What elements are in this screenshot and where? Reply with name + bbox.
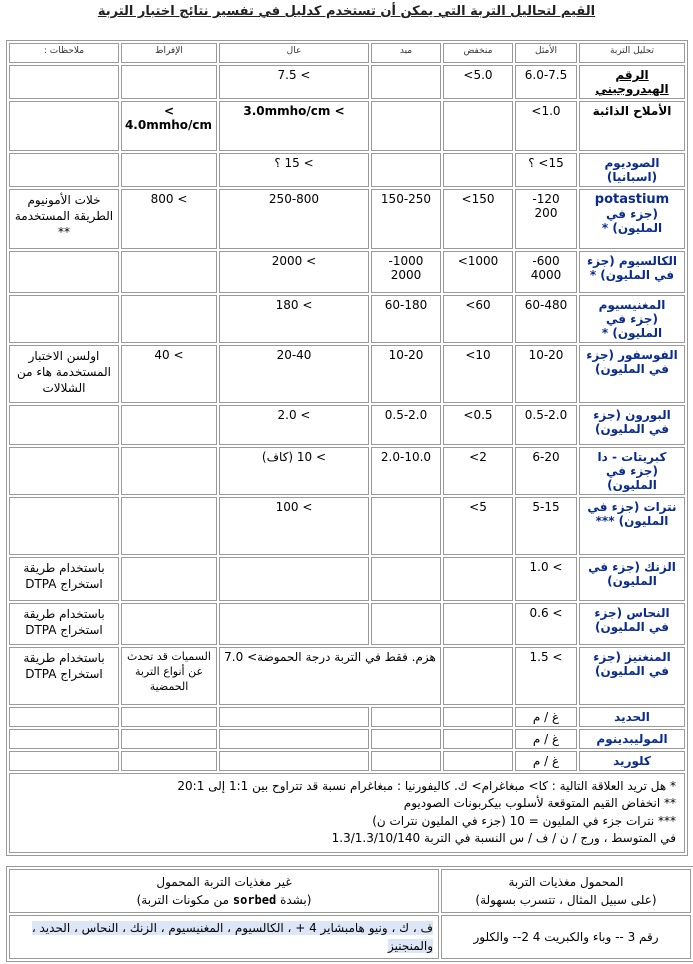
cell-mid — [371, 557, 441, 601]
cell-mid — [371, 497, 441, 555]
footnote-4: في المتوسط ، ورج / ن / ف / س النسبة في التربة 1.3/1.3/10/140 — [331, 831, 676, 846]
header-analysis: تحليل التربة — [579, 43, 685, 63]
table-row — [9, 603, 685, 645]
cell-low — [443, 647, 513, 705]
cell-mid — [371, 707, 441, 727]
footnote-3: *** نترات جزء في المليون = 10 (جزء في المليون نترات ن) — [372, 813, 676, 828]
cell-optimal: 6.0-7.5 — [515, 65, 577, 99]
header-mid: مبد — [371, 43, 441, 63]
non-mobile-sub-post: من مكونات التربة) — [136, 893, 230, 907]
row-name: الزنك (جزء في المليون) — [579, 557, 685, 601]
cell-low — [443, 557, 513, 601]
cell-mid: 60-180 — [371, 295, 441, 343]
row-name: نترات (جزء في المليون) *** — [579, 497, 685, 555]
table-row — [9, 751, 685, 771]
cell-excess — [121, 153, 217, 187]
cell-high: 250-800 — [219, 189, 369, 249]
cell-low: 60> — [443, 295, 513, 343]
cell-notes — [9, 447, 119, 495]
header-optimal: الأمثل — [515, 43, 577, 63]
cell-notes — [9, 405, 119, 445]
cell-high: > 7.5 — [219, 65, 369, 99]
cell-mid — [371, 153, 441, 187]
cell-high — [219, 729, 369, 749]
potassium-label: potastium — [594, 192, 670, 207]
cell-optimal: غ / م — [515, 707, 577, 727]
non-mobile-items: ف ، ك ، ونيو هامبشاير 4 + ، الكالسيوم ، المغنيسيوم ، الزنك ، النحاس ، الحديد ، والمنجنيز — [31, 921, 433, 953]
cell-excess — [121, 295, 217, 343]
cell-high: > 15 ؟ — [219, 153, 369, 187]
cell-optimal: > 0.6 — [515, 603, 577, 645]
header-high: عال — [219, 43, 369, 63]
row-name-unit: (جزء في المليون) * — [601, 207, 663, 235]
mobile-header — [441, 869, 691, 913]
cell-notes: خلات الأمونيوم الطريقة المستخدمة ** — [9, 189, 119, 249]
table-header-row — [9, 43, 685, 63]
table-row — [9, 707, 685, 727]
table-row — [9, 405, 685, 445]
mobility-header-row — [9, 869, 691, 913]
cell-optimal: 600- 4000 — [515, 251, 577, 293]
cell-low: 0.5> — [443, 405, 513, 445]
non-mobile-heading: غير مغذيات التربة المحمول — [156, 875, 292, 889]
soil-values-table — [6, 40, 688, 856]
cell-excess — [121, 497, 217, 555]
cell-excess: > 40 — [121, 345, 217, 403]
row-name: النحاس (جزء في المليون) — [579, 603, 685, 645]
cell-optimal: > 1.5 — [515, 647, 577, 705]
cell-low: 5.0> — [443, 65, 513, 99]
sorbed-term: sorbed — [232, 893, 277, 907]
cell-excess: السميات قد تحدث عن أنواع التربة الحمضية — [121, 647, 217, 705]
cell-low — [443, 707, 513, 727]
cell-optimal: 1.0> — [515, 101, 577, 151]
cell-low: 1000> — [443, 251, 513, 293]
cell-low — [443, 729, 513, 749]
cell-notes — [9, 65, 119, 99]
row-name: كبريتات - دا (جزء في المليون) — [579, 447, 685, 495]
mobility-items-row — [9, 915, 691, 959]
header-low: منخفض — [443, 43, 513, 63]
cell-excess — [121, 707, 217, 727]
cell-high — [219, 707, 369, 727]
cell-excess — [121, 557, 217, 601]
cell-mid — [371, 101, 441, 151]
row-name: الفوسفور (جزء في المليون) — [579, 345, 685, 403]
row-name: الأملاح الذائبة — [579, 101, 685, 151]
cell-low — [443, 101, 513, 151]
cell-notes — [9, 497, 119, 555]
cell-low — [443, 751, 513, 771]
cell-notes — [9, 101, 119, 151]
cell-mid: 2.0-10.0 — [371, 447, 441, 495]
table-row — [9, 153, 685, 187]
footnote-1: * هل تريد العلاقة التالية : كا> مبغاغرام> ك. كاليفورنيا : مبغاغرام نسبة قد تتراوح بين 1:1 إلى 20:1 — [177, 779, 676, 793]
footnote-2: ** انخفاض القيم المتوقعة لأسلوب بيكربونات الصوديوم — [403, 796, 676, 811]
cell-low: 5> — [443, 497, 513, 555]
row-name: الرقم الهيدروجيني — [579, 65, 685, 99]
cell-high: > 10 (كاف) — [219, 447, 369, 495]
cell-excess — [121, 65, 217, 99]
footnotes-row — [9, 773, 685, 853]
row-name-potassium — [579, 189, 685, 249]
header-notes: ملاحظات : — [9, 43, 119, 63]
table-row — [9, 647, 685, 705]
cell-low — [443, 153, 513, 187]
row-name: المنغنيز (جزء في المليون) — [579, 647, 685, 705]
cell-excess — [121, 729, 217, 749]
mobility-table — [6, 866, 693, 962]
cell-high: 20-40 — [219, 345, 369, 403]
mobile-items: رقم 3 -- وباء والكبريت 4 2-- والكلور — [441, 915, 691, 959]
table-row — [9, 497, 685, 555]
row-name: البورون (جزء في المليون) — [579, 405, 685, 445]
table-row — [9, 557, 685, 601]
non-mobile-header — [9, 869, 439, 913]
cell-optimal: 5-15 — [515, 497, 577, 555]
cell-mid: 10-20 — [371, 345, 441, 403]
row-name: الموليبدينوم — [579, 729, 685, 749]
mobile-subheading: (على سبيل المثال ، تتسرب بسهولة) — [475, 893, 657, 907]
cell-notes — [9, 751, 119, 771]
cell-mid: 1000- 2000 — [371, 251, 441, 293]
cell-high: > 2000 — [219, 251, 369, 293]
cell-optimal: > 1.0 — [515, 557, 577, 601]
cell-optimal: 10-20 — [515, 345, 577, 403]
cell-mid — [371, 603, 441, 645]
cell-optimal: 15> ؟ — [515, 153, 577, 187]
cell-excess: > 4.0mmho/cm — [121, 101, 217, 151]
table-row — [9, 729, 685, 749]
row-name: الكالسيوم (جزء في المليون) * — [579, 251, 685, 293]
cell-high: > 3.0mmho/cm — [219, 101, 369, 151]
cell-notes: اولسن الاختبار المستخدمة هاء من الشلالات — [9, 345, 119, 403]
table-row — [9, 65, 685, 99]
row-name: الحديد — [579, 707, 685, 727]
cell-mid — [371, 65, 441, 99]
table-row — [9, 189, 685, 249]
footnotes — [9, 773, 685, 853]
cell-mid — [371, 751, 441, 771]
cell-high: > 100 — [219, 497, 369, 555]
cell-high: هزم. فقط في التربة درجة الحموضة> 7.0 — [219, 647, 441, 705]
cell-high — [219, 557, 369, 601]
cell-mid: 150-250 — [371, 189, 441, 249]
cell-excess: > 800 — [121, 189, 217, 249]
cell-excess — [121, 447, 217, 495]
cell-notes — [9, 153, 119, 187]
cell-high — [219, 751, 369, 771]
table-row — [9, 345, 685, 403]
cell-notes — [9, 729, 119, 749]
table-row — [9, 447, 685, 495]
cell-optimal: 0.5-2.0 — [515, 405, 577, 445]
cell-excess — [121, 751, 217, 771]
cell-optimal: 120- 200 — [515, 189, 577, 249]
row-name: كلوريد — [579, 751, 685, 771]
non-mobile-items-cell — [9, 915, 439, 959]
non-mobile-subheading — [15, 891, 433, 909]
cell-notes: باستخدام طريقة استخراج DTPA — [9, 557, 119, 601]
cell-optimal: غ / م — [515, 751, 577, 771]
table-row — [9, 251, 685, 293]
cell-notes: باستخدام طريقة استخراج DTPA — [9, 647, 119, 705]
cell-excess — [121, 603, 217, 645]
table-row — [9, 295, 685, 343]
cell-low — [443, 603, 513, 645]
cell-excess — [121, 251, 217, 293]
cell-notes — [9, 251, 119, 293]
cell-high — [219, 603, 369, 645]
cell-optimal: 6-20 — [515, 447, 577, 495]
cell-high: > 180 — [219, 295, 369, 343]
cell-high: > 2.0 — [219, 405, 369, 445]
cell-mid — [371, 729, 441, 749]
cell-excess — [121, 405, 217, 445]
cell-low: 2> — [443, 447, 513, 495]
cell-low: 10> — [443, 345, 513, 403]
cell-optimal: غ / م — [515, 729, 577, 749]
header-excess: الإفراط — [121, 43, 217, 63]
row-name: الصوديوم (اسبانيا) — [579, 153, 685, 187]
cell-notes — [9, 295, 119, 343]
mobile-heading: المحمول مغذيات التربة — [508, 875, 624, 889]
page-title: القيم لتحاليل التربة التي يمكن أن تستخدم كدليل في تفسير نتائج اختبار التربة — [97, 4, 596, 19]
non-mobile-sub-pre: (بشدة — [280, 893, 312, 907]
table-row — [9, 101, 685, 151]
row-name: المغنيسيوم (جزء في المليون) * — [579, 295, 685, 343]
cell-low: 150> — [443, 189, 513, 249]
cell-notes: باستخدام طريقة استخراج DTPA — [9, 603, 119, 645]
cell-notes — [9, 707, 119, 727]
cell-optimal: 60-480 — [515, 295, 577, 343]
cell-mid: 0.5-2.0 — [371, 405, 441, 445]
